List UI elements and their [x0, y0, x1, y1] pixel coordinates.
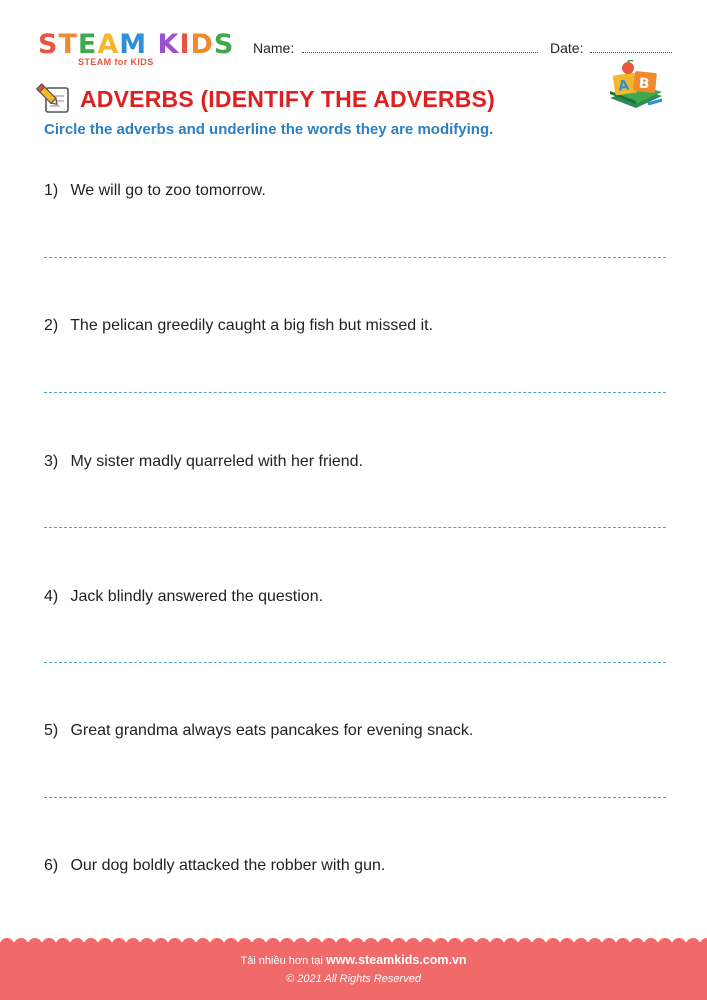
scallop	[504, 938, 518, 950]
scallop	[14, 938, 28, 950]
question-3	[44, 453, 363, 471]
date-input-line[interactable]	[590, 52, 672, 53]
scallop	[140, 938, 154, 950]
question-text: Jack blindly answered the question.	[70, 588, 324, 605]
scallop	[294, 938, 308, 950]
scallop	[364, 938, 378, 950]
scallop	[616, 938, 630, 950]
scallop	[56, 938, 70, 950]
question-text: Our dog boldly attacked the robber with gun.	[70, 857, 386, 874]
question-text: Great grandma always eats pancakes for evening snack.	[70, 722, 474, 739]
footer-download-text	[0, 953, 707, 967]
question-number: 2)	[44, 317, 59, 334]
scallop	[420, 938, 434, 950]
question-text: My sister madly quarreled with her friend.	[70, 453, 364, 470]
scallop	[126, 938, 140, 950]
scallop	[0, 938, 14, 950]
footer-site-link[interactable]: www.steamkids.com.vn	[325, 953, 467, 967]
scallop	[154, 938, 168, 950]
scallop	[42, 938, 56, 950]
scallop	[462, 938, 476, 950]
footer-copyright: © 2021 All Rights Reserved	[286, 973, 421, 985]
worksheet-title: ADVERBS (IDENTIFY THE ADVERBS)	[80, 86, 495, 112]
scallop	[630, 938, 644, 950]
scallop	[658, 938, 672, 950]
logo-letter: D	[190, 29, 214, 60]
scallop	[182, 938, 196, 950]
scallop	[588, 938, 602, 950]
scallop	[686, 938, 700, 950]
scallop	[560, 938, 574, 950]
logo-letter: A	[97, 29, 120, 60]
scallop	[84, 938, 98, 950]
scallop	[210, 938, 224, 950]
footer-scallop-edge	[0, 936, 707, 950]
steam-kids-logo	[38, 30, 238, 72]
logo-subtitle: STEAM for KIDS	[78, 57, 154, 67]
scallop	[252, 938, 266, 950]
answer-line-5[interactable]	[44, 797, 666, 798]
footer-bar	[0, 942, 707, 1000]
answer-line-2[interactable]	[44, 392, 666, 393]
scallop	[700, 938, 707, 950]
question-number: 6)	[44, 857, 59, 874]
question-4	[44, 588, 323, 606]
scallop	[644, 938, 658, 950]
logo-letter: E	[77, 29, 98, 60]
scallop	[238, 938, 252, 950]
scallop	[532, 938, 546, 950]
scallop	[336, 938, 350, 950]
question-1	[44, 182, 266, 200]
question-6	[44, 857, 385, 875]
pencil-paper-icon	[34, 82, 74, 116]
question-number: 5)	[44, 722, 59, 739]
svg-text:B: B	[637, 75, 651, 93]
abc-book-apple-icon	[604, 60, 666, 114]
question-number: 4)	[44, 588, 59, 605]
scallop	[308, 938, 322, 950]
scallop	[490, 938, 504, 950]
scallop	[112, 938, 126, 950]
question-2	[44, 317, 433, 335]
question-text: We will go to zoo tomorrow.	[70, 182, 266, 199]
logo-letter: S	[213, 29, 235, 60]
scallop	[350, 938, 364, 950]
scallop	[98, 938, 112, 950]
answer-line-3[interactable]	[44, 527, 666, 528]
scallop	[28, 938, 42, 950]
scallop	[518, 938, 532, 950]
scallop	[406, 938, 420, 950]
logo-letter: I	[179, 29, 191, 60]
scallop	[168, 938, 182, 950]
logo-letter: M	[119, 29, 148, 60]
footer-prefix: Tải nhiều hơn tại	[240, 955, 323, 967]
logo-wordmark	[38, 30, 238, 60]
scallop	[602, 938, 616, 950]
scallop	[546, 938, 560, 950]
scallop	[672, 938, 686, 950]
answer-line-4[interactable]	[44, 662, 666, 663]
scallop	[574, 938, 588, 950]
date-label: Date:	[550, 40, 584, 56]
scallop	[196, 938, 210, 950]
logo-space	[147, 29, 157, 60]
question-text: The pelican greedily caught a big fish but missed it.	[70, 317, 434, 334]
scallop	[448, 938, 462, 950]
svg-text:A: A	[617, 77, 631, 95]
worksheet-instruction: Circle the adverbs and underline the words they are modifying.	[44, 121, 494, 138]
scallop	[476, 938, 490, 950]
answer-line-1[interactable]	[44, 257, 666, 258]
scallop	[224, 938, 238, 950]
logo-letter: S	[38, 29, 59, 60]
scallop	[266, 938, 280, 950]
scallop	[70, 938, 84, 950]
scallop	[434, 938, 448, 950]
question-5	[44, 722, 473, 740]
scallop	[322, 938, 336, 950]
logo-letter: T	[58, 29, 78, 60]
logo-letter: K	[157, 29, 180, 60]
scallop	[378, 938, 392, 950]
question-number: 3)	[44, 453, 59, 470]
question-number: 1)	[44, 182, 59, 199]
scallop	[392, 938, 406, 950]
name-input-line[interactable]	[302, 52, 538, 53]
name-label: Name:	[253, 40, 295, 56]
scallop	[280, 938, 294, 950]
